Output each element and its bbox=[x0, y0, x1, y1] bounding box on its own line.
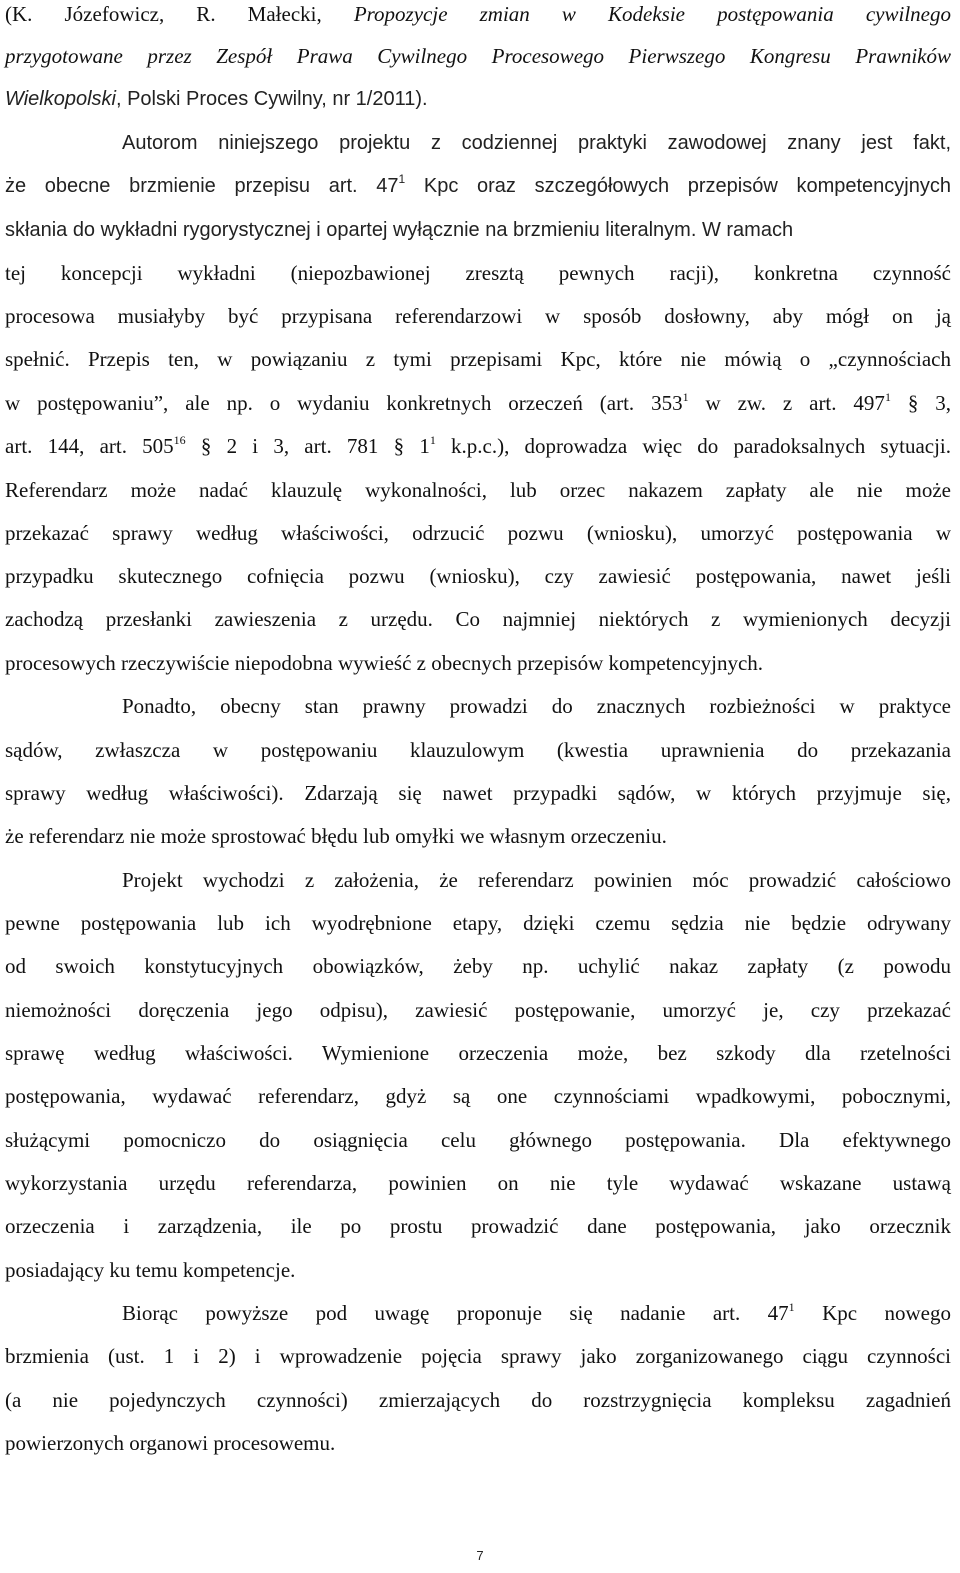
text-line-13 bbox=[5, 519, 951, 547]
text-run: pewne postępowania lub ich wyodrębnione etapy, dzięki czemu sędzia nie będzie odrywany bbox=[5, 911, 951, 935]
text-run: tej koncepcji wykładni (niepozbawionej zresztą pewnych racji), konkretna czynność bbox=[5, 261, 951, 285]
text-run: (a nie pojedynczych czynności) zmierzających do rozstrzygnięcia kompleksu zagadnień bbox=[5, 1388, 951, 1412]
text-run: powierzonych organowi procesowemu. bbox=[5, 1431, 336, 1455]
text-line-17 bbox=[122, 692, 951, 720]
text-run: orzeczenia i zarządzenia, ile po prostu prowadzić dane postępowania, jako orzecznik bbox=[5, 1214, 951, 1238]
text-line-6 bbox=[5, 216, 951, 244]
text-run: Projekt wychodzi z założenia, że referendarz powinien móc prowadzić całościowo bbox=[122, 868, 951, 892]
text-line-30 bbox=[5, 1256, 951, 1284]
text-line-28 bbox=[5, 1169, 951, 1197]
text-run: Biorąc powyższe pod uwagę proponuje się nadanie art. 47 bbox=[122, 1301, 789, 1325]
text-line-24 bbox=[5, 996, 951, 1024]
text-run: w zw. z art. 497 bbox=[688, 391, 885, 415]
text-line-7 bbox=[5, 259, 951, 287]
text-line-16 bbox=[5, 649, 951, 677]
text-run: Kpc nowego bbox=[794, 1301, 951, 1325]
text-run: Kpc oraz szczegółowych przepisów kompetencyjnych bbox=[405, 175, 951, 197]
text-line-15 bbox=[5, 605, 951, 633]
text-line-22 bbox=[5, 909, 951, 937]
text-line-21 bbox=[122, 866, 951, 894]
text-line-4 bbox=[122, 129, 951, 157]
text-run: służącymi pomocniczo do osiągnięcia celu głównego postępowania. Dla efektywnego bbox=[5, 1128, 951, 1152]
text-line-33 bbox=[5, 1386, 951, 1414]
text-line-10 bbox=[5, 389, 951, 417]
italic-run: Wielkopolski bbox=[5, 88, 116, 110]
text-line-12 bbox=[5, 476, 951, 504]
text-run: skłania do wykładni rygorystycznej i opartej wyłącznie na brzmieniu literalnym. W ramach bbox=[5, 219, 794, 241]
text-run: w postępowaniu”, ale np. o wydaniu konkretnych orzeczeń (art. 353 bbox=[5, 391, 683, 415]
text-run: art. 144, art. 505 bbox=[5, 434, 174, 458]
text-run: sprawy według właściwości). Zdarzają się nawet przypadki sądów, w których przyjmuje się, bbox=[5, 781, 951, 805]
text-line-20 bbox=[5, 822, 951, 850]
italic-run: Propozycje zmian w Kodeksie postępowania cywilnego bbox=[353, 2, 951, 26]
text-run: że obecne brzmienie przepisu art. 47 bbox=[5, 175, 399, 197]
text-line-32 bbox=[5, 1342, 951, 1370]
superscript: 1 bbox=[884, 390, 891, 404]
text-run: postępowania, wydawać referendarz, gdyż są one czynnościami wpadkowymi, pobocznymi, bbox=[5, 1084, 951, 1108]
italic-run: przygotowane przez Zespół Prawa Cywilnego Procesowego Pierwszego Kongresu Prawników bbox=[5, 44, 951, 68]
text-run: sądów, zwłaszcza w postępowaniu klauzulowym (kwestia uprawnienia do przekazania bbox=[5, 738, 951, 762]
text-line-2 bbox=[5, 42, 951, 70]
text-run: sprawę według właściwości. Wymienione orzeczenia może, bez szkody dla rzetelności bbox=[5, 1041, 951, 1065]
superscript: 16 bbox=[173, 433, 186, 447]
text-run: k.p.c.), doprowadza więc do paradoksalnych sytuacji. bbox=[435, 434, 952, 458]
text-line-3 bbox=[5, 85, 951, 113]
text-line-25 bbox=[5, 1039, 951, 1067]
text-run: Autorom niniejszego projektu z codziennej praktyki zawodowej znany jest fakt, bbox=[122, 132, 951, 154]
text-line-9 bbox=[5, 345, 951, 373]
superscript: 1 bbox=[788, 1300, 795, 1314]
text-line-23 bbox=[5, 952, 951, 980]
text-run: przypadku skutecznego cofnięcia pozwu (wniosku), czy zawiesić postępowania, nawet jeśli bbox=[5, 564, 951, 588]
text-run: § 3, bbox=[890, 391, 952, 415]
text-line-5 bbox=[5, 172, 951, 200]
superscript: 1 bbox=[398, 172, 406, 186]
text-line-1 bbox=[5, 0, 951, 28]
text-run: spełnić. Przepis ten, w powiązaniu z tymi przepisami Kpc, które nie mówią o „czynnościach bbox=[5, 347, 951, 371]
text-run: § 2 i 3, art. 781 § 1 bbox=[185, 434, 430, 458]
superscript: 1 bbox=[429, 433, 436, 447]
text-run: że referendarz nie może sprostować błędu lub omyłki we własnym orzeczeniu. bbox=[5, 824, 667, 848]
text-run: od swoich konstytucyjnych obowiązków, żeby np. uchylić nakaz zapłaty (z powodu bbox=[5, 954, 951, 978]
text-run: Ponadto, obecny stan prawny prowadzi do znacznych rozbieżności w praktyce bbox=[122, 694, 951, 718]
text-run: posiadający ku temu kompetencje. bbox=[5, 1258, 296, 1282]
text-run: Referendarz może nadać klauzulę wykonalności, lub orzec nakazem zapłaty ale nie może bbox=[5, 478, 951, 502]
text-line-11 bbox=[5, 432, 951, 460]
text-line-34 bbox=[5, 1429, 951, 1457]
text-line-26 bbox=[5, 1082, 951, 1110]
text-line-8 bbox=[5, 302, 951, 330]
text-run: procesowych rzeczywiście niepodobna wywieść z obecnych przepisów kompetencyjnych. bbox=[5, 651, 764, 675]
text-line-18 bbox=[5, 736, 951, 764]
page-number: 7 bbox=[476, 1548, 484, 1563]
text-line-29 bbox=[5, 1212, 951, 1240]
text-run: przekazać sprawy według właściwości, odrzucić pozwu (wniosku), umorzyć postępowania w bbox=[5, 521, 951, 545]
text-run: procesowa musiałyby być przypisana referendarzowi w sposób dosłowny, aby mógł on ją bbox=[5, 304, 951, 328]
text-run: wykorzystania urzędu referendarza, powinien on nie tyle wydawać wskazane ustawą bbox=[5, 1171, 951, 1195]
text-run: niemożności doręczenia jego odpisu), zawiesić postępowanie, umorzyć je, czy przekazać bbox=[5, 998, 951, 1022]
text-run: brzmienia (ust. 1 i 2) i wprowadzenie pojęcia sprawy jako zorganizowanego ciągu czynności bbox=[5, 1344, 951, 1368]
text-run: , Polski Proces Cywilny, nr 1/2011). bbox=[115, 88, 428, 110]
superscript: 1 bbox=[682, 390, 689, 404]
text-line-27 bbox=[5, 1126, 951, 1154]
text-run: zachodzą przesłanki zawieszenia z urzędu. Co najmniej niektórych z wymienionych decyzji bbox=[5, 607, 951, 631]
text-line-31 bbox=[122, 1299, 951, 1327]
text-run: (K. Józefowicz, R. Małecki, bbox=[5, 2, 354, 26]
text-line-14 bbox=[5, 562, 951, 590]
text-line-19 bbox=[5, 779, 951, 807]
